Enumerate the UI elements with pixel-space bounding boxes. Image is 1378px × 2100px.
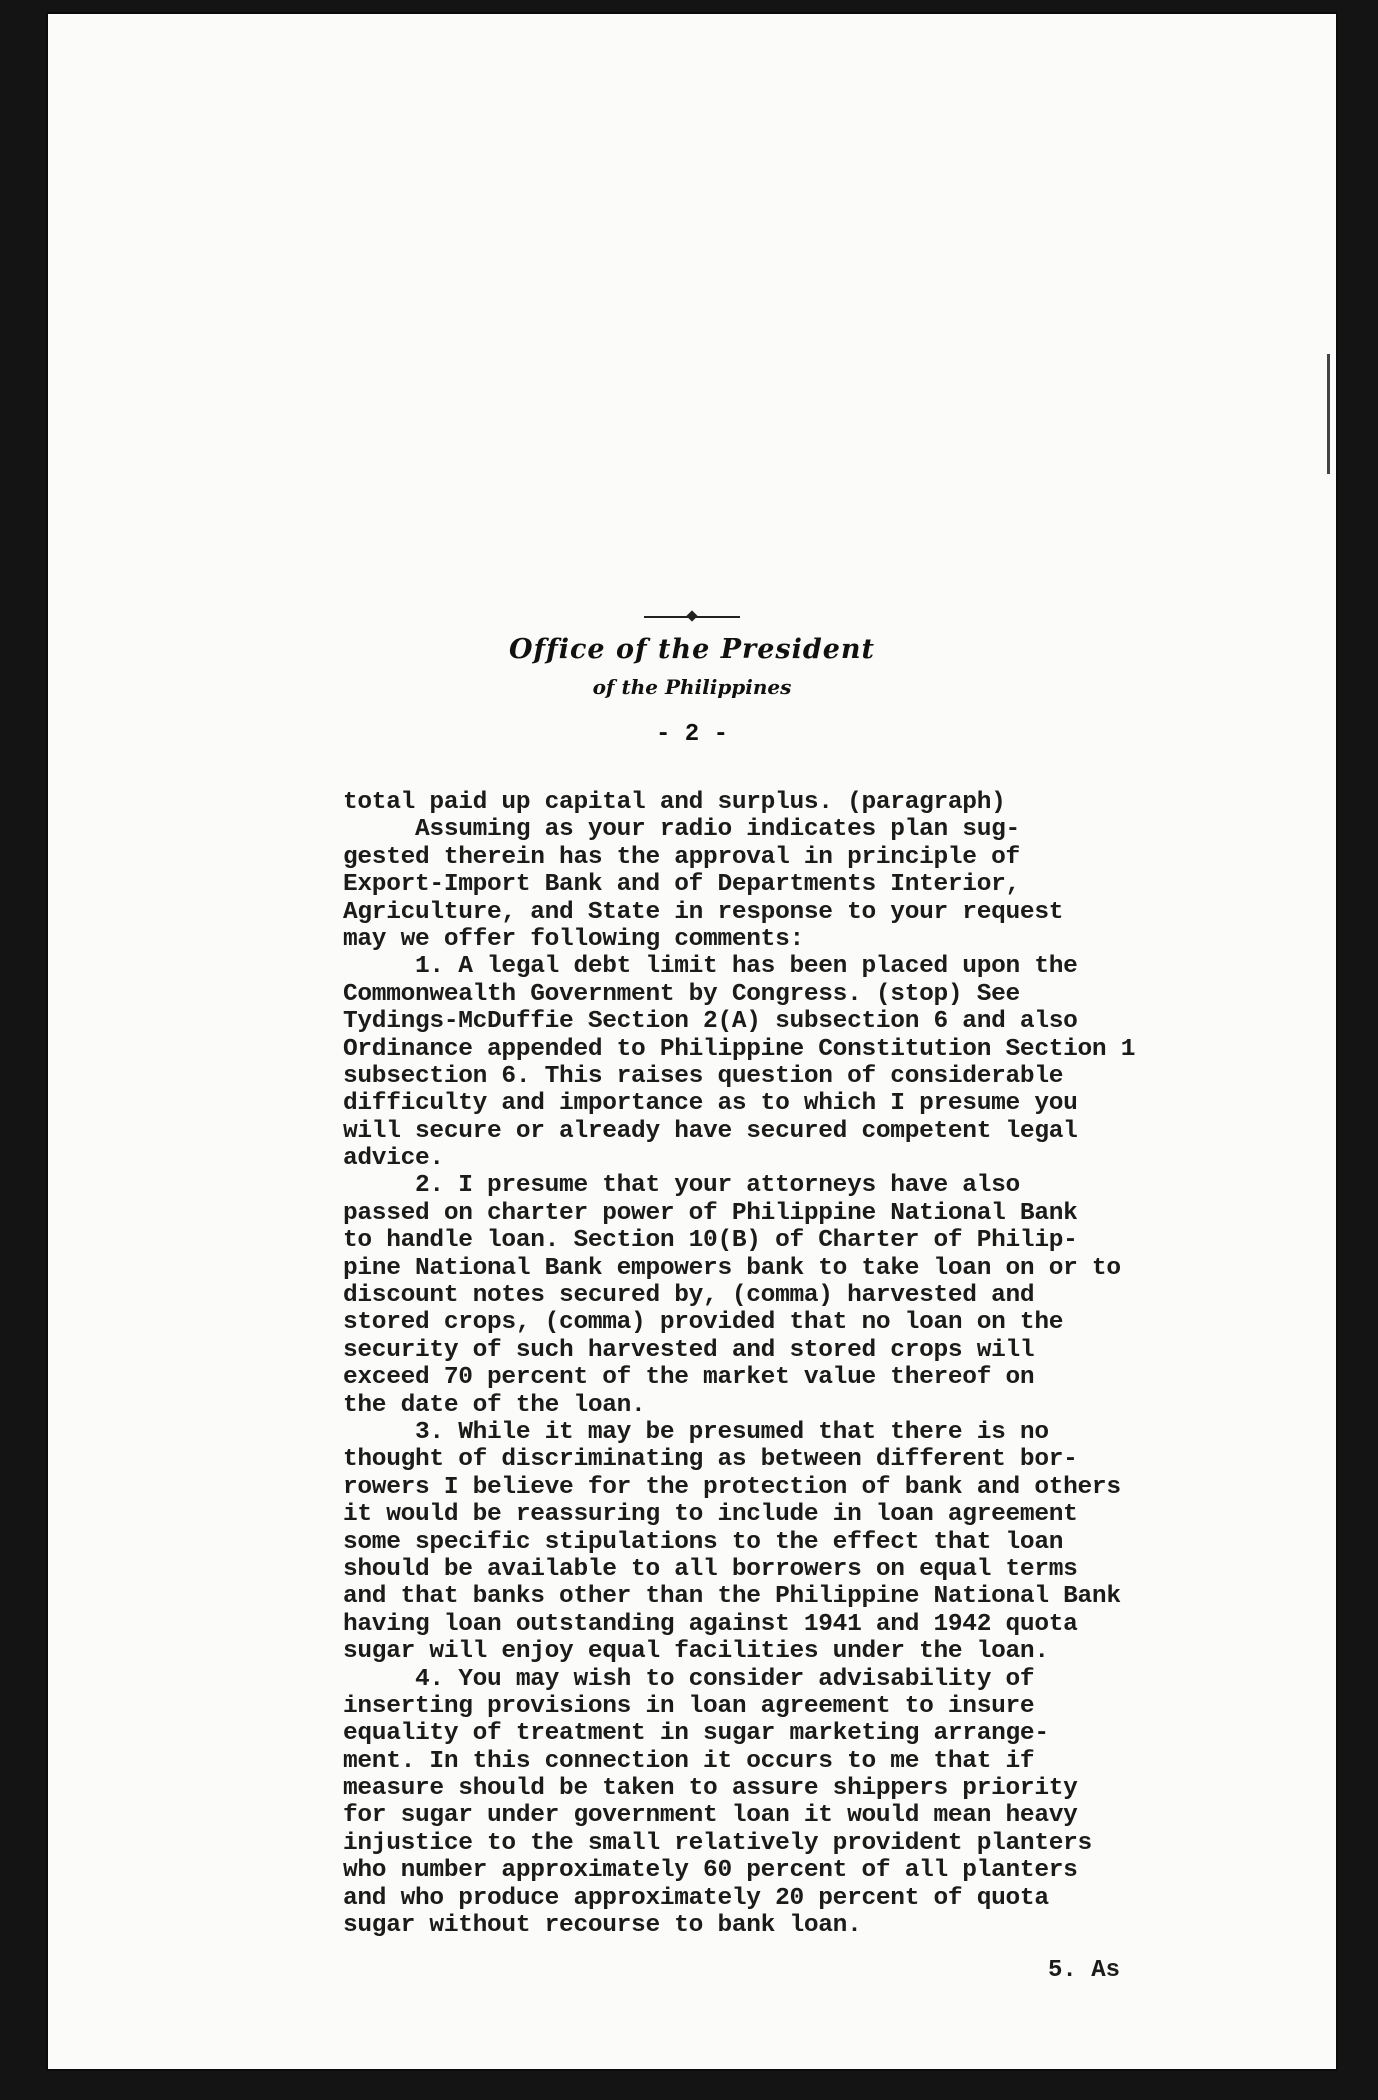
body-line: having loan outstanding against 1941 and 1942 quota — [343, 1610, 1078, 1638]
paper-edge-mark — [1327, 354, 1330, 474]
letterhead — [48, 616, 1336, 748]
body-line: to handle loan. Section 10(B) of Charter of Philip- — [343, 1227, 1078, 1255]
letterhead-country: of the Philippines — [592, 675, 792, 699]
body-line: for sugar under government loan it would mean heavy — [343, 1802, 1078, 1830]
body-line: rowers I believe for the protection of bank and others — [343, 1473, 1121, 1501]
ornamental-rule — [644, 616, 740, 618]
body-line: 4. You may wish to consider advisability of — [343, 1665, 1035, 1693]
body-line: 3. While it may be presumed that there is no — [343, 1418, 1049, 1446]
body-line: it would be reassuring to include in loan agreement — [343, 1501, 1078, 1529]
letter-body — [343, 789, 1323, 1939]
body-line: will secure or already have secured competent legal — [343, 1117, 1078, 1145]
body-line: thought of discriminating as between different bor- — [343, 1446, 1078, 1474]
body-line: Tydings-McDuffie Section 2(A) subsection 6 and also — [343, 1008, 1078, 1036]
body-line: 1. A legal debt limit has been placed upon the — [343, 953, 1078, 981]
body-line: injustice to the small relatively provident planters — [343, 1829, 1092, 1857]
body-line: should be available to all borrowers on equal terms — [343, 1555, 1078, 1583]
body-line: subsection 6. This raises question of considerable — [343, 1062, 1064, 1090]
body-line: equality of treatment in sugar marketing arrange- — [343, 1720, 1049, 1748]
page-number: - 2 - — [655, 721, 728, 748]
body-line: the date of the loan. — [343, 1391, 646, 1419]
body-line: discount notes secured by, (comma) harvested and — [343, 1282, 1035, 1310]
continuation-mark: 5. As — [1048, 1957, 1121, 1984]
letterhead-office: Office of the President — [508, 634, 876, 665]
body-line: inserting provisions in loan agreement to insure — [343, 1692, 1035, 1720]
body-line: Ordinance appended to Philippine Constitution Section 1 — [343, 1035, 1136, 1063]
body-line: sugar without recourse to bank loan. — [343, 1912, 862, 1940]
body-line: Agriculture, and State in response to your request — [343, 898, 1064, 926]
body-line: difficulty and importance as to which I presume you — [343, 1090, 1078, 1118]
body-line: and who produce approximately 20 percent of quota — [343, 1884, 1049, 1912]
body-line: exceed 70 percent of the market value thereof on — [343, 1364, 1035, 1392]
paper-sheet — [48, 14, 1336, 2069]
body-line: some specific stipulations to the effect that loan — [343, 1528, 1064, 1556]
body-line: pine National Bank empowers bank to take loan on or to — [343, 1254, 1121, 1282]
body-line: security of such harvested and stored crops will — [343, 1336, 1035, 1364]
body-line: Commonwealth Government by Congress. (stop) See — [343, 980, 1020, 1008]
body-line: and that banks other than the Philippine National Bank — [343, 1583, 1121, 1611]
body-line: total paid up capital and surplus. (paragraph) — [343, 789, 1006, 816]
body-line: Assuming as your radio indicates plan sug- — [343, 816, 1020, 844]
body-line: advice. — [343, 1145, 444, 1173]
body-line: ment. In this connection it occurs to me that if — [343, 1747, 1035, 1775]
body-line: passed on charter power of Philippine National Bank — [343, 1199, 1078, 1227]
body-line: 2. I presume that your attorneys have also — [343, 1172, 1020, 1200]
body-line: Export-Import Bank and of Departments Interior, — [343, 871, 1020, 899]
body-line: measure should be taken to assure shippers priority — [343, 1775, 1078, 1803]
body-line: gested therein has the approval in principle of — [343, 843, 1020, 871]
body-line: may we offer following comments: — [343, 925, 804, 953]
body-line: who number approximately 60 percent of all planters — [343, 1857, 1078, 1885]
body-line: stored crops, (comma) provided that no loan on the — [343, 1309, 1064, 1337]
body-line: sugar will enjoy equal facilities under the loan. — [343, 1638, 1049, 1666]
